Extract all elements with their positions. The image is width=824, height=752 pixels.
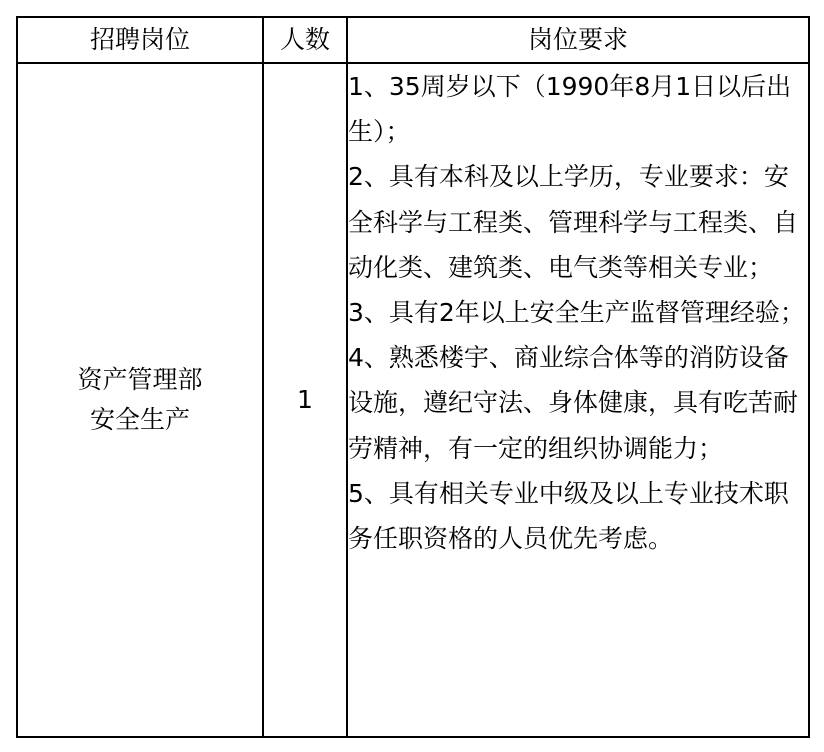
header-row bbox=[17, 17, 809, 63]
requirement-item: 5、具有相关专业中级及以上专业技术职务任职资格的人员优先考虑。 bbox=[348, 478, 789, 554]
header-position: 招聘岗位 bbox=[17, 17, 263, 63]
header-requirements: 岗位要求 bbox=[347, 17, 809, 63]
requirement-item: 3、具有2年以上安全生产监督管理经验； bbox=[348, 298, 805, 328]
recruitment-table bbox=[16, 16, 810, 738]
count-cell: 1 bbox=[263, 63, 347, 737]
header-count: 人数 bbox=[263, 17, 347, 63]
requirement-item: 2、具有本科及以上学历，专业要求：安全科学与工程类、管理科学与工程类、自动化类、建筑类、电气类等相关专业； bbox=[348, 162, 799, 282]
position-cell bbox=[17, 63, 263, 737]
table-row bbox=[17, 63, 809, 737]
requirement-item: 1、35周岁以下（1990年8月1日以后出生）； bbox=[348, 72, 792, 147]
position-title: 安全生产 bbox=[89, 405, 190, 434]
requirements-cell bbox=[347, 63, 809, 737]
requirement-item: 4、熟悉楼宇、商业综合体等的消防设备设施，遵纪守法、身体健康，具有吃苦耐劳精神，有一定的组织协调能力； bbox=[348, 343, 799, 463]
position-department: 资产管理部 bbox=[77, 365, 203, 394]
